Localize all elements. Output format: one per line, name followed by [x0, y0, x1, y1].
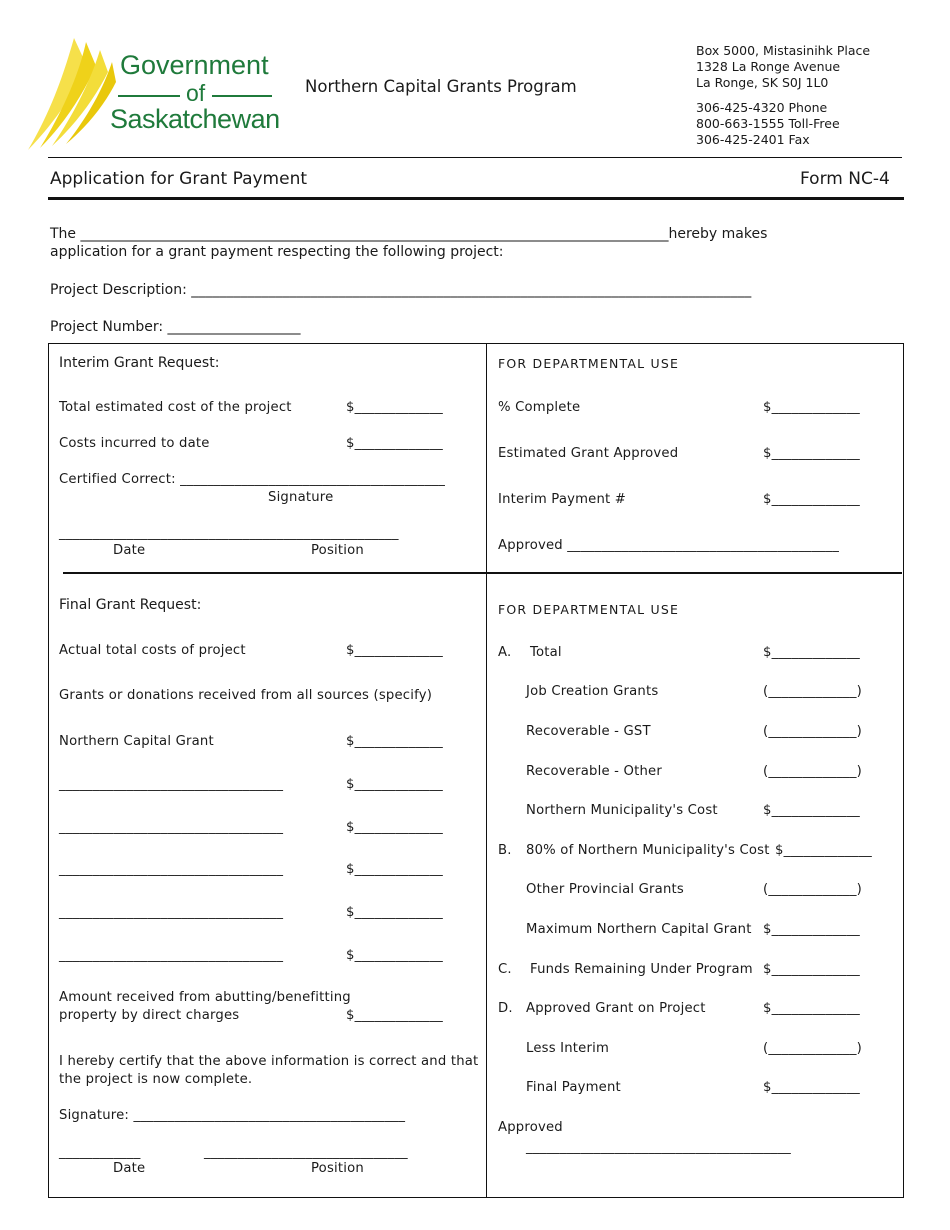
address-line: 1328 La Ronge Avenue [696, 59, 841, 74]
date-position-field[interactable]: __________________________________________________ [59, 526, 399, 541]
total-estimated-cost-field[interactable]: $_____________ [346, 400, 443, 415]
address-block [696, 43, 870, 91]
other-source-field[interactable]: _________________________________ [59, 820, 284, 835]
final-signature-field[interactable]: Signature: ________________________________________ [59, 1108, 406, 1123]
item-letter-b: B. [498, 843, 512, 858]
logo-line-government: Government [120, 50, 269, 80]
northern-capital-grant-field[interactable]: $_____________ [346, 734, 443, 749]
applicant-line[interactable]: The ____________________________________________________________________________________hereby makes [50, 226, 768, 242]
header-divider [48, 157, 902, 158]
item-letter-a: A. [498, 645, 512, 660]
abutting-label-line1: Amount received from abutting/benefitting [59, 990, 351, 1005]
certified-signature-field[interactable]: Certified Correct: _______________________________________ [59, 472, 446, 487]
phone-block [696, 100, 840, 148]
dept-use-heading-final: FOR DEPARTMENTAL USE [498, 602, 680, 617]
certify-statement-line1: I hereby certify that the above information is correct and that [59, 1054, 479, 1069]
percent-complete-label: % Complete [498, 400, 581, 415]
item-letter-c: C. [498, 962, 512, 977]
total-estimated-cost-label: Total estimated cost of the project [59, 400, 292, 415]
logo-rule-right [212, 95, 272, 97]
other-source-amount-field[interactable]: $_____________ [346, 820, 443, 835]
table-column-divider [486, 343, 487, 1198]
dept-use-heading: FOR DEPARTMENTAL USE [498, 356, 680, 371]
address-line: Box 5000, Mistasinihk Place [696, 43, 871, 58]
wheat-sheaf-icon [26, 36, 116, 152]
other-source-amount-field[interactable]: $_____________ [346, 777, 443, 792]
actual-costs-label: Actual total costs of project [59, 643, 246, 658]
final-heading: Final Grant Request: [59, 597, 202, 613]
other-provincial-field[interactable]: (_____________) [763, 882, 863, 897]
other-provincial-label: Other Provincial Grants [526, 882, 684, 897]
position-caption: Position [311, 543, 364, 558]
final-approved-field[interactable]: _______________________________________ [526, 1140, 791, 1155]
final-approved-label: Approved [498, 1120, 563, 1135]
other-source-amount-field[interactable]: $_____________ [346, 862, 443, 877]
application-statement: application for a grant payment respecting the following project: [50, 244, 504, 260]
other-source-field[interactable]: _________________________________ [59, 948, 284, 963]
logo-line-saskatchewan: Saskatchewan [110, 104, 280, 134]
final-date-field[interactable]: ____________ [59, 1145, 141, 1160]
form-number: Form NC-4 [800, 169, 890, 189]
interim-payment-label: Interim Payment # [498, 492, 627, 507]
other-source-amount-field[interactable]: $_____________ [346, 905, 443, 920]
signature-caption: Signature [268, 490, 334, 505]
table-row-divider [63, 572, 902, 574]
total-field[interactable]: $_____________ [763, 645, 860, 660]
funds-remaining-label: Funds Remaining Under Program [530, 962, 753, 977]
final-date-caption: Date [113, 1161, 146, 1176]
less-interim-field[interactable]: (_____________) [763, 1041, 863, 1056]
project-number-field[interactable]: Project Number: ___________________ [50, 319, 301, 335]
final-position-caption: Position [311, 1161, 364, 1176]
costs-incurred-label: Costs incurred to date [59, 436, 210, 451]
interim-payment-field[interactable]: $_____________ [763, 492, 860, 507]
recoverable-gst-field[interactable]: (_____________) [763, 724, 863, 739]
recoverable-gst-label: Recoverable - GST [526, 724, 651, 739]
approved-grant-label: Approved Grant on Project [526, 1001, 706, 1016]
job-creation-label: Job Creation Grants [526, 684, 659, 699]
certify-statement-line2: the project is now complete. [59, 1072, 253, 1087]
percent-complete-field[interactable]: $_____________ [763, 400, 860, 415]
estimated-grant-label: Estimated Grant Approved [498, 446, 679, 461]
municipality-cost-label: Northern Municipality's Cost [526, 803, 718, 818]
maximum-grant-label: Maximum Northern Capital Grant [526, 922, 752, 937]
recoverable-other-field[interactable]: (_____________) [763, 764, 863, 779]
northern-capital-grant-label: Northern Capital Grant [59, 734, 214, 749]
interim-heading: Interim Grant Request: [59, 355, 220, 371]
other-source-field[interactable]: _________________________________ [59, 905, 284, 920]
less-interim-label: Less Interim [526, 1041, 610, 1056]
other-source-field[interactable]: _________________________________ [59, 862, 284, 877]
final-payment-label: Final Payment [526, 1080, 621, 1095]
abutting-amount-field[interactable]: $_____________ [346, 1008, 443, 1023]
final-payment-field[interactable]: $_____________ [763, 1080, 860, 1095]
final-position-field[interactable]: ______________________________ [204, 1145, 408, 1160]
other-source-field[interactable]: _________________________________ [59, 777, 284, 792]
phone-line: 800-663-1555 Toll-Free [696, 116, 840, 131]
logo-rule-left [118, 95, 180, 97]
abutting-label-line2: property by direct charges [59, 1008, 240, 1023]
maximum-grant-field[interactable]: $_____________ [763, 922, 860, 937]
job-creation-field[interactable]: (_____________) [763, 684, 863, 699]
actual-costs-field[interactable]: $_____________ [346, 643, 443, 658]
total-label: Total [530, 645, 562, 660]
program-title: Northern Capital Grants Program [305, 77, 577, 96]
eighty-percent-label: 80% of Northern Municipality's Cost [526, 843, 770, 858]
logo-line-of: of [186, 80, 206, 106]
municipality-cost-field[interactable]: $_____________ [763, 803, 860, 818]
project-description-field[interactable]: Project Description: ________________________________________________________________________________ [50, 282, 752, 298]
costs-incurred-field[interactable]: $_____________ [346, 436, 443, 451]
other-source-amount-field[interactable]: $_____________ [346, 948, 443, 963]
phone-line: 306-425-2401 Fax [696, 132, 810, 147]
funds-remaining-field[interactable]: $_____________ [763, 962, 860, 977]
approved-grant-field[interactable]: $_____________ [763, 1001, 860, 1016]
estimated-grant-field[interactable]: $_____________ [763, 446, 860, 461]
date-caption: Date [113, 543, 146, 558]
address-line: La Ronge, SK S0J 1L0 [696, 75, 829, 90]
phone-line: 306-425-4320 Phone [696, 100, 828, 115]
interim-approved-field[interactable]: Approved ________________________________________ [498, 538, 839, 553]
form-title: Application for Grant Payment [50, 169, 308, 189]
grants-sources-label: Grants or donations received from all sources (specify) [59, 688, 433, 703]
eighty-percent-field[interactable]: $_____________ [775, 843, 872, 858]
recoverable-other-label: Recoverable - Other [526, 764, 662, 779]
title-divider [48, 197, 904, 200]
item-letter-d: D. [498, 1001, 513, 1016]
